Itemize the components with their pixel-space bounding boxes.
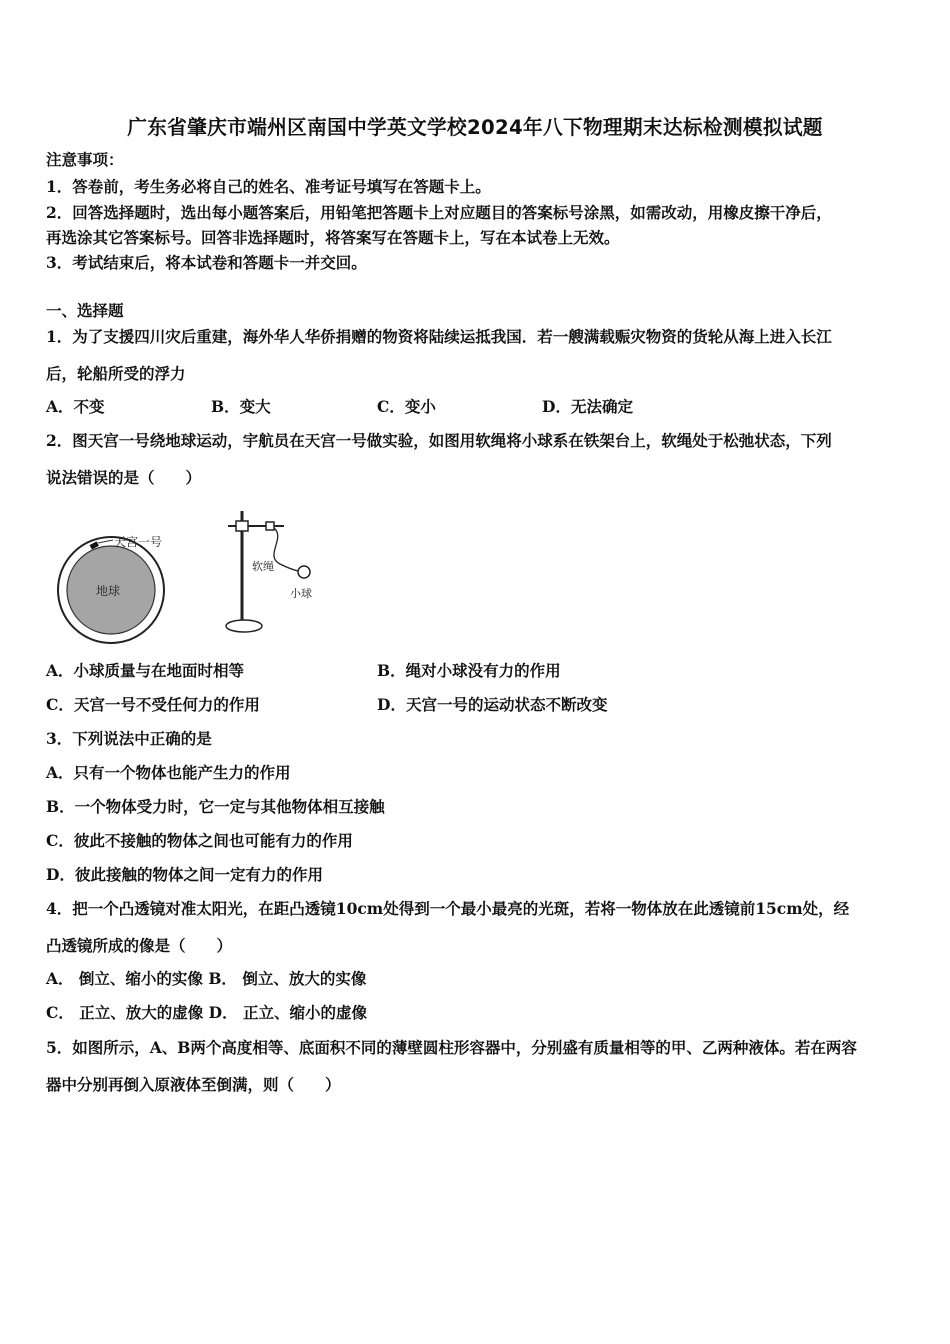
notice-item-1: 1．答卷前，考生务必将自己的姓名、准考证号填写在答题卡上。 xyxy=(46,177,491,196)
notice-heading: 注意事项： xyxy=(46,150,124,169)
q1-option-c: C．变小 xyxy=(377,397,436,416)
q4-options-row-1: A． 倒立、缩小的实像 B． 倒立、放大的实像 xyxy=(46,969,367,988)
small-ball xyxy=(298,566,310,578)
earth-label: 地球 xyxy=(96,584,121,598)
ball-label: 小球 xyxy=(290,587,312,600)
q3-option-d: D．彼此接触的物体之间一定有力的作用 xyxy=(46,865,323,884)
station-label: 天宫一号 xyxy=(114,535,163,549)
stand-base xyxy=(226,620,262,632)
soft-rope xyxy=(274,528,298,571)
q3-option-b: B．一个物体受力时，它一定与其他物体相互接触 xyxy=(46,797,385,816)
notice-item-2: 2．回答选择题时，选出每小题答案后，用铅笔把答题卡上对应题目的答案标号涂黑，如需改动，用橡皮擦干净后， xyxy=(46,203,832,222)
q3-option-c: C．彼此不接触的物体之间也可能有力的作用 xyxy=(46,831,353,850)
stand-clamp xyxy=(236,521,248,531)
q5-stem: 5．如图所示，A、B两个高度相等、底面积不同的薄壁圆柱形容器中，分别盛有质量相等的甲、乙两种液体。若在两容 xyxy=(46,1038,857,1057)
notice-item-3: 3．考试结束后，将本试卷和答题卡一并交回。 xyxy=(46,253,367,272)
q1-option-d: D．无法确定 xyxy=(542,397,633,416)
q2-stem-cont: 说法错误的是（ ） xyxy=(46,468,202,487)
q4-options-row-2: C． 正立、放大的虚像 D． 正立、缩小的虚像 xyxy=(46,1003,367,1022)
q1-option-b: B．变大 xyxy=(211,397,271,416)
exam-title: 广东省肇庆市端州区南国中学英文学校2024年八下物理期末达标检测模拟试题 xyxy=(127,116,823,139)
q4-stem: 4．把一个凸透镜对准太阳光，在距凸透镜10cm处得到一个最小最亮的光斑，若将一物体放在此透镜前15cm处，经 xyxy=(46,899,850,918)
notice-item-2-cont: 再选涂其它答案标号。回答非选择题时，将答案写在答题卡上，写在本试卷上无效。 xyxy=(46,228,620,247)
q4-stem-cont: 凸透镜所成的像是（ ） xyxy=(46,936,233,955)
iron-stand-figure xyxy=(222,508,322,638)
section-heading: 一、选择题 xyxy=(46,301,124,320)
q3-option-a: A．只有一个物体也能产生力的作用 xyxy=(46,763,291,782)
q1-stem: 1．为了支援四川灾后重建，海外华人华侨捐赠的物资将陆续运抵我国．若一艘满载赈灾物资的货轮从海上进入长江 xyxy=(46,327,832,346)
q2-option-d: D．天宫一号的运动状态不断改变 xyxy=(377,695,608,714)
q1-stem-cont: 后，轮船所受的浮力 xyxy=(46,364,186,383)
rope-label: 软绳 xyxy=(252,560,274,573)
q2-stem: 2．图天宫一号绕地球运动，宇航员在天宫一号做实验，如图用软绳将小球系在铁架台上，软绳处于松弛状态，下列 xyxy=(46,431,832,450)
q1-option-a: A．不变 xyxy=(46,397,105,416)
earth-orbit-figure xyxy=(52,524,177,644)
station-leader-line xyxy=(98,540,113,543)
q3-stem: 3．下列说法中正确的是 xyxy=(46,729,212,748)
q5-stem-cont: 器中分别再倒入原液体至倒满，则（ ） xyxy=(46,1075,341,1094)
q2-option-b: B．绳对小球没有力的作用 xyxy=(377,661,561,680)
arm-knob xyxy=(266,522,274,530)
q2-option-a: A．小球质量与在地面时相等 xyxy=(46,661,245,680)
q2-option-c: C．天宫一号不受任何力的作用 xyxy=(46,695,260,714)
